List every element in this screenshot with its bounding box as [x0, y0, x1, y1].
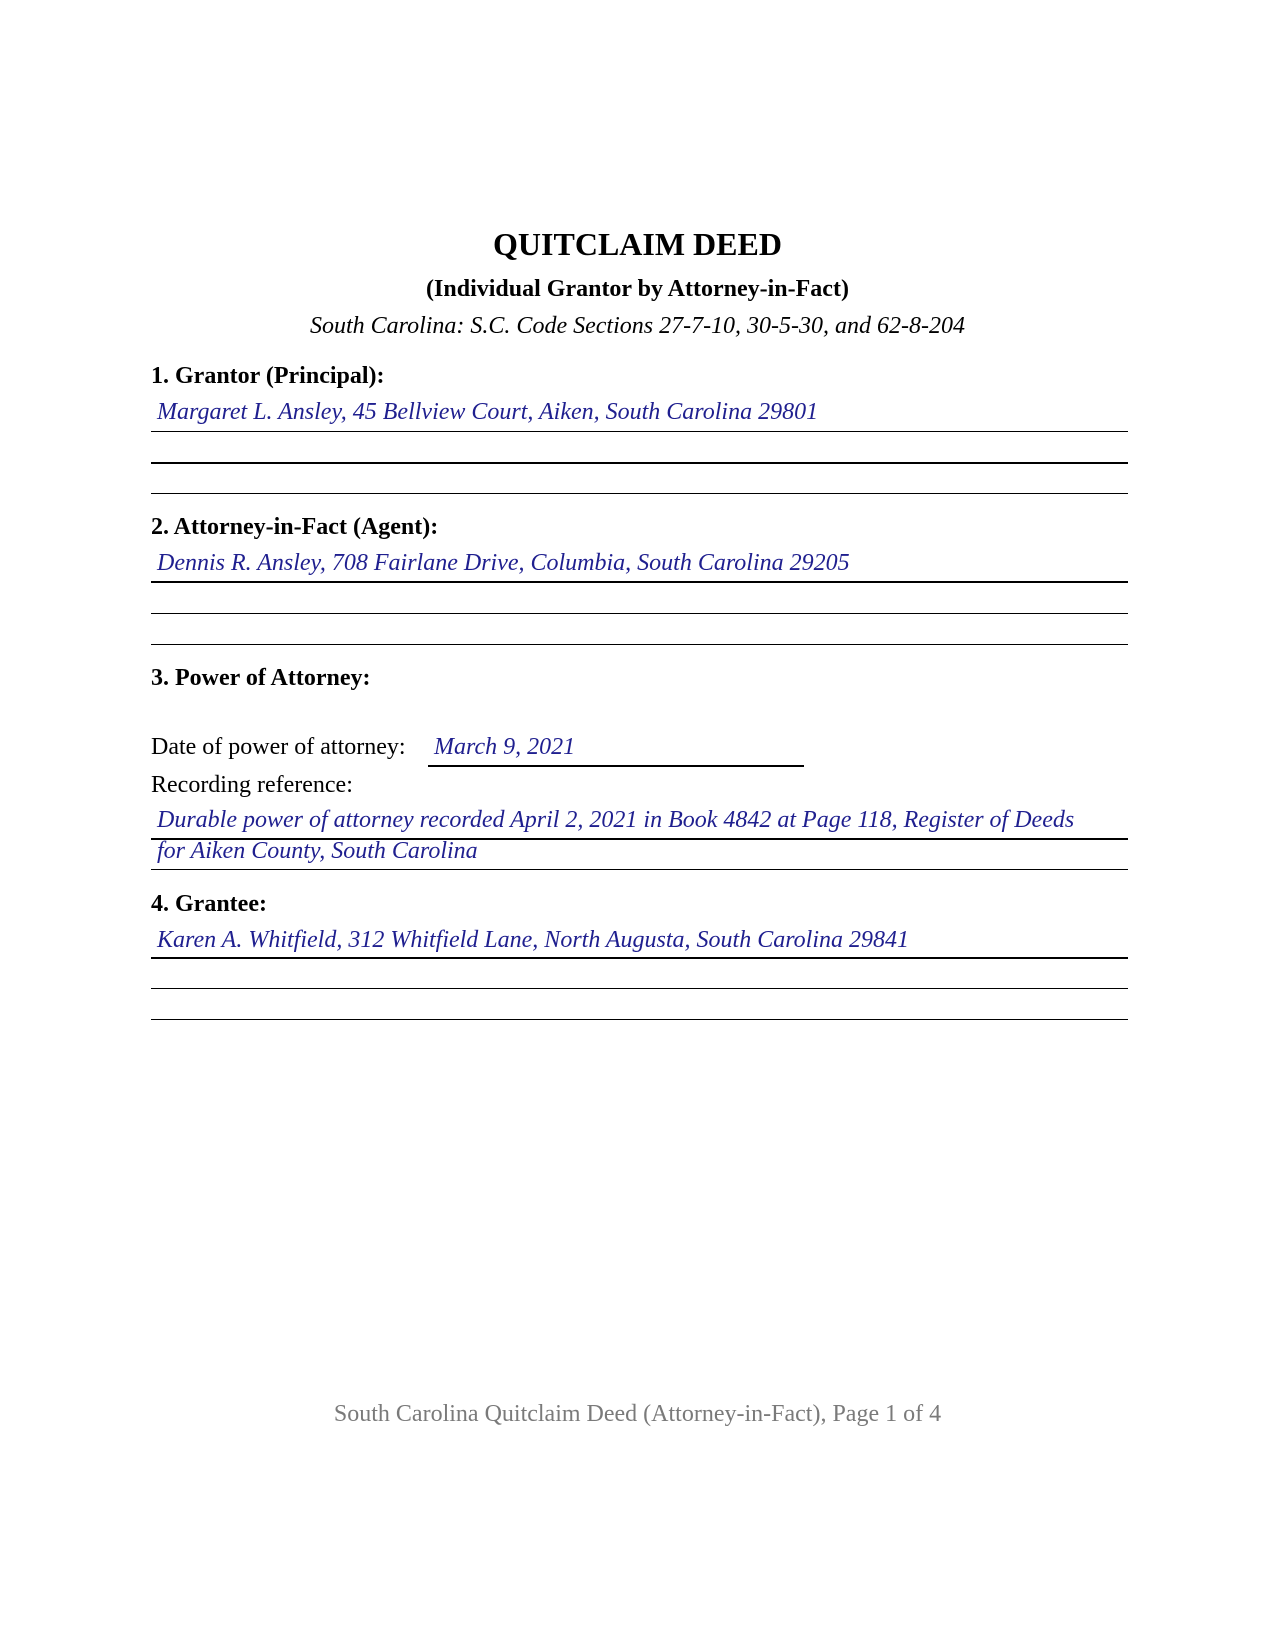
grantor-line-1 — [151, 431, 1128, 432]
grantor-field[interactable]: Margaret L. Ansley, 45 Bellview Court, Aiken, South Carolina 29801 — [157, 399, 819, 425]
grantor-line-3 — [151, 493, 1128, 494]
document-subtitle: (Individual Grantor by Attorney-in-Fact) — [426, 276, 849, 302]
grantee-line-2 — [151, 988, 1128, 989]
agent-line-2 — [151, 613, 1128, 614]
grantor-heading: 1. Grantor (Principal): — [151, 363, 385, 389]
page-footer: South Carolina Quitclaim Deed (Attorney-in-Fact), Page 1 of 4 — [333, 1401, 942, 1427]
recording-reference-field-line-1[interactable]: Durable power of attorney recorded April 2, 2021 in Book 4842 at Page 118, Register of Deeds — [157, 807, 1075, 833]
poa-date-label: Date of power of attorney: — [151, 734, 406, 760]
grantee-field[interactable]: Karen A. Whitfield, 312 Whitfield Lane, North Augusta, South Carolina 29841 — [157, 927, 910, 953]
recording-line-2 — [151, 869, 1128, 870]
poa-date-field[interactable]: March 9, 2021 — [434, 734, 576, 760]
poa-date-line — [428, 765, 804, 767]
power-of-attorney-heading: 3. Power of Attorney: — [151, 665, 371, 691]
agent-line-3 — [151, 644, 1128, 645]
agent-heading: 2. Attorney-in-Fact (Agent): — [151, 514, 439, 540]
grantor-line-2 — [151, 462, 1128, 464]
statute-citation: South Carolina: S.C. Code Sections 27-7-10, 30-5-30, and 62-8-204 — [309, 313, 966, 339]
recording-reference-label: Recording reference: — [151, 772, 353, 798]
grantee-heading: 4. Grantee: — [151, 891, 267, 917]
grantee-line-1 — [151, 957, 1128, 959]
grantee-line-3 — [151, 1019, 1128, 1020]
document-title: QUITCLAIM DEED — [493, 226, 782, 262]
agent-line-1 — [151, 581, 1128, 583]
agent-field[interactable]: Dennis R. Ansley, 708 Fairlane Drive, Columbia, South Carolina 29205 — [157, 550, 850, 576]
recording-reference-field-line-2[interactable]: for Aiken County, South Carolina — [157, 838, 478, 864]
